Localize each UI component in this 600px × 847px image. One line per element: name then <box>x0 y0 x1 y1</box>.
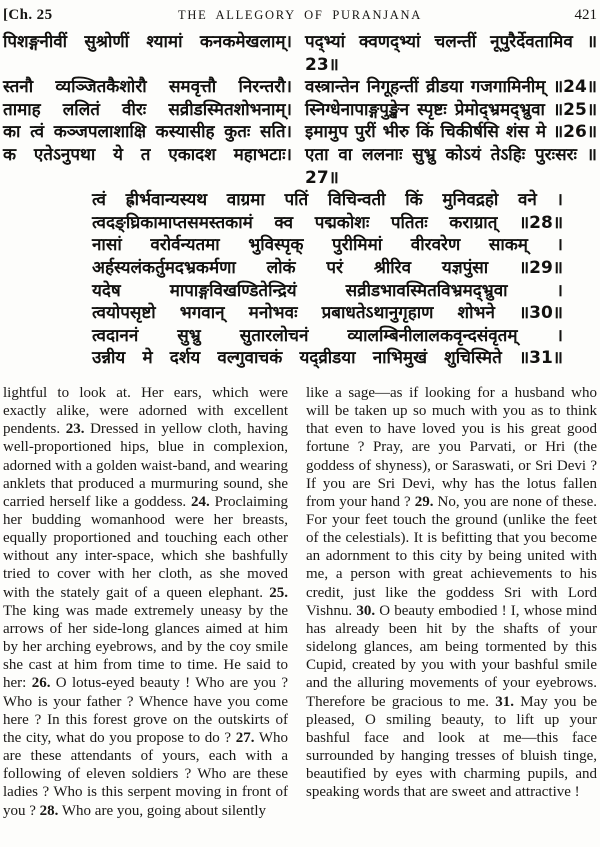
verse-number: 31. <box>495 693 514 710</box>
verse-couplet <box>3 31 597 76</box>
chapter-ref: [Ch. 25 <box>3 7 53 23</box>
translation-text: Who are these attendants of yours, each with a following of eleven soldiers ? Who are these ladies ? Who is this serpent moving in front of you ? <box>3 729 288 819</box>
translation-right-column <box>306 384 597 820</box>
verse-long-line: त्वदङ्घ्रिकामाप्तसमस्तकामं क्व पद्मकोशः पतितः कराग्रात् ॥28॥ <box>92 212 563 233</box>
verse-couplet <box>3 76 597 99</box>
verse-number: 28. <box>39 802 59 819</box>
verse-number: 25. <box>269 584 288 601</box>
verse-couplet <box>3 99 597 122</box>
running-header <box>3 6 597 25</box>
verse-number: 23. <box>65 421 85 438</box>
verse-long-line: त्वदाननं सुभ्रु सुतारलोचनं व्यालम्बिनीलालकवृन्दसंवृतम् । <box>92 325 563 346</box>
verse-half-line: स्निग्धेनापाङ्गपुङ्खेन स्पृष्टः प्रेमोद्भ्रमद्भ्रुवा ॥25॥ <box>305 99 597 120</box>
verse-half-line: क एतेऽनुपथा ये त एकादश महाभटाः। <box>3 144 292 165</box>
translation-text: lightful to look at. Her ears, which were exactly alike, were adorned with excellent pendents. <box>3 384 288 438</box>
verse-long-line: त्वं ह्रीर्भवान्यस्यथ वाग्रमा पतिं विचिन्वती किं मुनिवद्रहो वने । <box>92 190 563 211</box>
verse-long-line: अर्हस्यलंकर्तुमदभ्रकर्मणा लोकं परं श्रीरिव यज्ञपुंसा ॥29॥ <box>92 257 563 278</box>
verse-long-line: यदेष मापाङ्गविखण्डितेन्द्रियं सव्रीडभावस्मितविभ्रमद्भ्रुवा । <box>92 280 563 301</box>
translation-text: Proclaiming her budding womanhood were her breasts, equally proportioned and touching each other without any inter-space, which she bashfully tried to cover with her cloth, as she moved with the stately gait of a queen elephant. <box>3 493 288 601</box>
verse-couplet <box>3 121 597 144</box>
verse-half-line: एता वा ललनाः सुभ्रु कोऽयं तेऽहिः पुरःसरः ॥27॥ <box>305 144 597 188</box>
verse-half-line: पिशङ्गनीवीं सुश्रोणीं श्यामां कनकमेखलाम्। <box>3 32 292 52</box>
translation-text: The king was made extremely uneasy by the arrows of her side-long glances aimed at him by her arching eyebrows, and by the coy smile she cast at him from time to time. He said to her: <box>3 602 288 692</box>
translation-text: like a sage—as if looking for a husband who will be taken up so much with you as to think that even to have loved you is his great good fortune ? Pray, are you Parvati, or Hri (the goddess of shyness), or Saraswati, or Sri Devi ? If you are Sri Devi, why has the lotus fallen from your hand ? <box>306 384 597 510</box>
translation-text: No, you are none of these. For your feet touch the ground (unlike the feet of the celestials). It is befitting that you become an adornment to this city by being united with me, a person with great achievements to his credit, just like the goddess Sri with Lord Vishnu. <box>306 493 597 619</box>
verse-half-line: इमामुप पुरीं भीरु किं चिकीर्षसि शंस मे ॥26॥ <box>305 122 597 143</box>
verse-couplet <box>3 144 597 189</box>
translation-text: May you be pleased, O smiling beauty, to lift up your bashful face and look at me—this face surrounded by hanging tresses of bluish tinge, beautified by eyes with charming pupils, and speaking words that are sweet and attractive ! <box>306 693 597 801</box>
verse-number: 26. <box>31 675 51 692</box>
page-title: THE ALLEGORY OF PURANJANA <box>178 8 422 22</box>
verse-number: 30. <box>356 602 376 619</box>
translation-text: Who are you, going about silently <box>58 802 267 819</box>
verse-long-line: नासां वरोर्वन्यतमा भुविस्पृक् पुरीमिमां वीरवरेण साकम् । <box>92 235 563 256</box>
verse-long-line: उन्नीय मे दर्शय वल्गुवाचकं यद्व्रीडया नाभिमुखं शुचिस्मिते ॥31॥ <box>92 348 563 369</box>
verse-half-line: स्तनौ व्यञ्जितकैशोरौ समवृत्तौ निरन्तरौ। <box>3 77 292 98</box>
sanskrit-verse-block <box>3 31 597 370</box>
verse-half-line: पद्भ्यां क्वणद्भ्यां चलन्तीं नूपुरैर्देवतामिव ॥23॥ <box>305 32 597 75</box>
translation-text: O lotus-eyed beauty ! Who are you ? Who is your father ? Whence have you come here ? In this forest grove on the outskirts of the city, what do you propose to do ? <box>3 675 288 746</box>
page-number: 421 <box>574 7 597 23</box>
translation-left-column <box>3 384 288 820</box>
verse-half-line: तामाह ललितं वीरः सव्रीडस्मितशोभनाम्। <box>3 99 292 120</box>
verse-number: 29. <box>414 493 434 510</box>
verse-half-line: का त्वं कञ्जपलाशाक्षि कस्यासीह कुतः सति। <box>3 122 292 143</box>
verse-number: 27. <box>235 729 255 746</box>
translation-text: Dressed in yellow cloth, having well-proportioned hips, blue in complexion, adorned with a golden waist-band, and wearing anklets that produced a murmuring sound, she carried herself like a goddess. <box>3 421 288 510</box>
verse-number: 24. <box>191 493 210 510</box>
translation-columns <box>3 384 597 820</box>
translation-text: O beauty embodied ! I, whose mind has already been hit by the shafts of your sidelong glances, am being tormented by this Cupid, created by you with your bashful smile and the alluring movements of your eyebrows. Therefore be gracious to me. <box>306 602 598 710</box>
verse-half-line: वस्त्रान्तेन निगूहन्तीं व्रीडया गजगामिनीम् ॥24॥ <box>305 77 597 98</box>
verse-long-line: त्वयोपसृष्टो भगवान् मनोभवः प्रबाधतेऽथानुगृहाण शोभने ॥30॥ <box>92 303 563 324</box>
